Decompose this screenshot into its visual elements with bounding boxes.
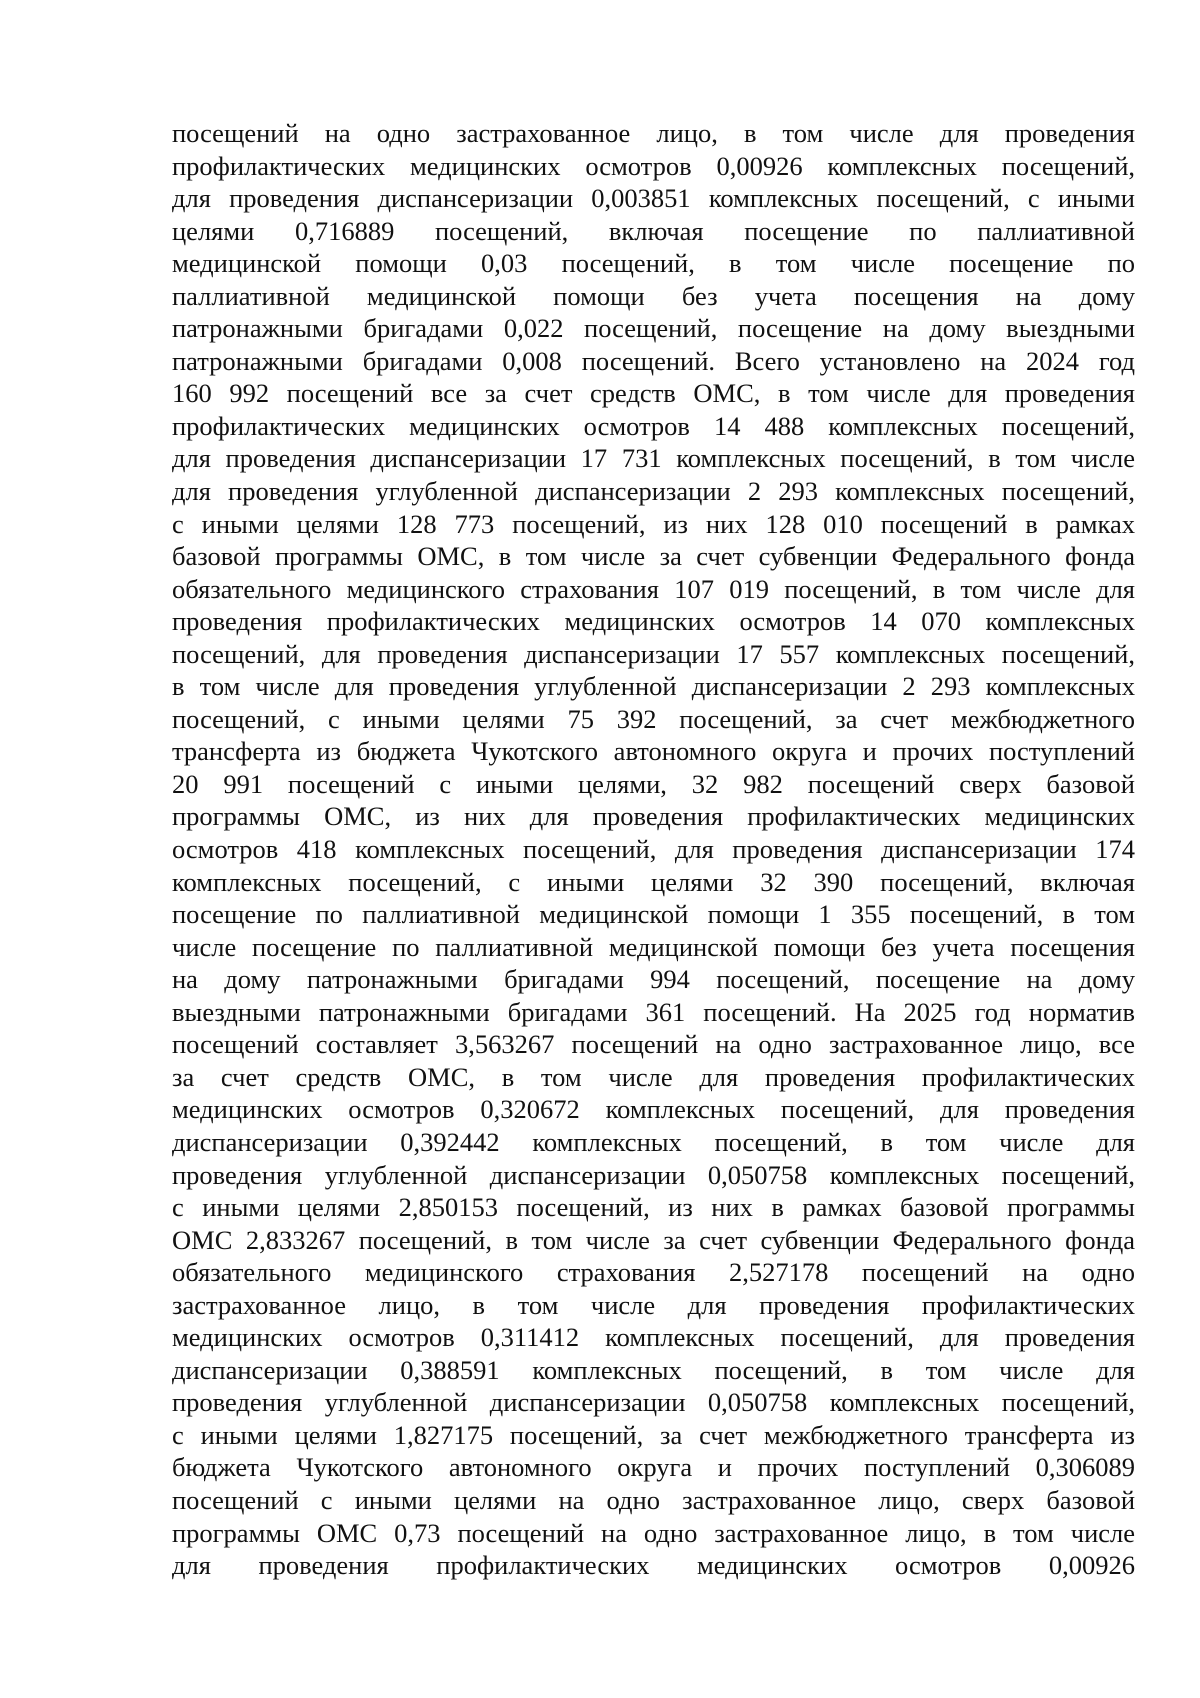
text-line: бюджета Чукотского автономного округа и прочих поступлений 0,306089 <box>172 1452 1135 1483</box>
text-line: для проведения профилактических медицинских осмотров 0,00926 <box>172 1550 1135 1581</box>
text-line: посещений составляет 3,563267 посещений на одно застрахованное лицо, все <box>172 1029 1135 1060</box>
text-line: для проведения диспансеризации 0,003851 комплексных посещений, с иными <box>172 183 1135 214</box>
text-line: с иными целями 128 773 посещений, из них 128 010 посещений в рамках <box>172 508 1135 539</box>
text-line: комплексных посещений, с иными целями 32 390 посещений, включая <box>172 866 1135 897</box>
text-line: медицинских осмотров 0,320672 комплексных посещений, для проведения <box>172 1094 1135 1125</box>
text-line: ОМС 2,833267 посещений, в том числе за счет субвенции Федерального фонда <box>172 1224 1135 1255</box>
text-line: на дому патронажными бригадами 994 посещений, посещение на дому <box>172 964 1135 995</box>
text-line: посещений, с иными целями 75 392 посещений, за счет межбюджетного <box>172 703 1135 734</box>
text-line: 160 992 посещений все за счет средств ОМС, в том числе для проведения <box>172 378 1135 409</box>
text-line: трансферта из бюджета Чукотского автономного округа и прочих поступлений <box>172 736 1135 767</box>
text-line: профилактических медицинских осмотров 14 488 комплексных посещений, <box>172 410 1135 441</box>
text-line: посещение по паллиативной медицинской помощи 1 355 посещений, в том <box>172 899 1135 930</box>
text-line: посещений, для проведения диспансеризации 17 557 комплексных посещений, <box>172 638 1135 669</box>
text-line: базовой программы ОМС, в том числе за счет субвенции Федерального фонда <box>172 541 1135 572</box>
body-text <box>172 117 1135 1582</box>
text-line: медицинских осмотров 0,311412 комплексных посещений, для проведения <box>172 1322 1135 1353</box>
text-line: патронажными бригадами 0,022 посещений, посещение на дому выездными <box>172 313 1135 344</box>
text-line: числе посещение по паллиативной медицинской помощи без учета посещения <box>172 931 1135 962</box>
text-line: целями 0,716889 посещений, включая посещение по паллиативной <box>172 215 1135 246</box>
text-line: с иными целями 1,827175 посещений, за счет межбюджетного трансферта из <box>172 1419 1135 1450</box>
text-line: проведения углубленной диспансеризации 0,050758 комплексных посещений, <box>172 1387 1135 1418</box>
text-line: осмотров 418 комплексных посещений, для проведения диспансеризации 174 <box>172 834 1135 865</box>
text-line: паллиативной медицинской помощи без учета посещения на дому <box>172 280 1135 311</box>
text-line: диспансеризации 0,388591 комплексных посещений, в том числе для <box>172 1354 1135 1385</box>
text-line: патронажными бригадами 0,008 посещений. Всего установлено на 2024 год <box>172 345 1135 376</box>
text-line: медицинской помощи 0,03 посещений, в том числе посещение по <box>172 248 1135 279</box>
text-line: обязательного медицинского страхования 2,527178 посещений на одно <box>172 1257 1135 1288</box>
text-line: профилактических медицинских осмотров 0,00926 комплексных посещений, <box>172 150 1135 181</box>
text-line: проведения профилактических медицинских осмотров 14 070 комплексных <box>172 606 1135 637</box>
text-line: посещений с иными целями на одно застрахованное лицо, сверх базовой <box>172 1484 1135 1515</box>
text-line: обязательного медицинского страхования 107 019 посещений, в том числе для <box>172 573 1135 604</box>
text-line: 20 991 посещений с иными целями, 32 982 посещений сверх базовой <box>172 768 1135 799</box>
text-line: за счет средств ОМС, в том числе для проведения профилактических <box>172 1061 1135 1092</box>
text-line: застрахованное лицо, в том числе для проведения профилактических <box>172 1289 1135 1320</box>
text-line: проведения углубленной диспансеризации 0,050758 комплексных посещений, <box>172 1159 1135 1190</box>
text-line: посещений на одно застрахованное лицо, в том числе для проведения <box>172 118 1135 148</box>
text-line: с иными целями 2,850153 посещений, из них в рамках базовой программы <box>172 1192 1135 1223</box>
text-line: программы ОМС, из них для проведения профилактических медицинских <box>172 801 1135 832</box>
text-line: диспансеризации 0,392442 комплексных посещений, в том числе для <box>172 1126 1135 1157</box>
text-line: для проведения углубленной диспансеризации 2 293 комплексных посещений, <box>172 476 1135 507</box>
text-line: для проведения диспансеризации 17 731 комплексных посещений, в том числе <box>172 443 1135 474</box>
text-line: программы ОМС 0,73 посещений на одно застрахованное лицо, в том числе <box>172 1517 1135 1548</box>
text-line: выездными патронажными бригадами 361 посещений. На 2025 год норматив <box>172 996 1135 1027</box>
text-line: в том числе для проведения углубленной диспансеризации 2 293 комплексных <box>172 671 1135 702</box>
